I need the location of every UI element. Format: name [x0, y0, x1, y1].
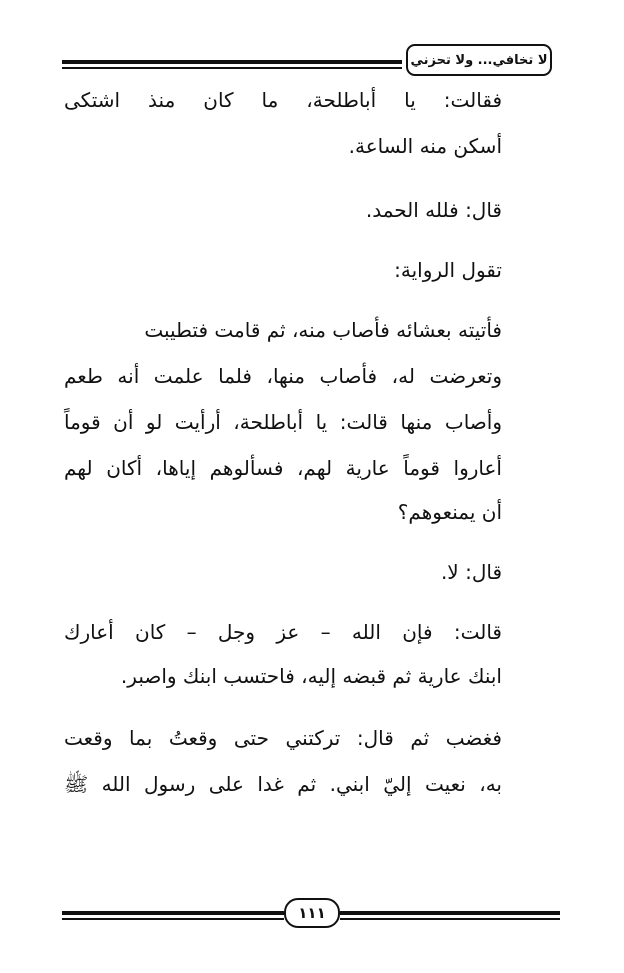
- text-line-2: أسكن منه الساعة.: [348, 134, 502, 158]
- text-line-8: أعاروا قوماً عارية لهم، فسألوهم إياها، أكان لهم: [64, 456, 502, 480]
- text-line-10: قال: لا.: [440, 560, 502, 584]
- header-rule-thick: [62, 60, 402, 64]
- page-number: ١١١: [284, 898, 340, 928]
- header-rule-thin: [62, 67, 402, 69]
- text-line-12: ابنك عارية ثم قبضه إليه، فاحتسب ابنك واصبر.: [120, 664, 502, 688]
- text-line-9: أن يمنعوهم؟: [397, 500, 502, 524]
- page-header: [62, 44, 552, 80]
- text-line-5: فأتيته بعشائه فأصاب منه، ثم قامت فتطيبت: [144, 318, 502, 342]
- text-line-6: وتعرضت له، فأصاب منها، فلما علمت أنه طعم: [64, 364, 502, 388]
- text-line-1: فقالت: يا أباطلحة، ما كان منذ اشتكى: [64, 88, 502, 112]
- footer-rule-left-thin: [62, 918, 284, 920]
- running-title: لا تخافي... ولا تحزني: [406, 44, 552, 76]
- footer-rule-left: [62, 911, 284, 915]
- footer-rule-right-thin: [340, 918, 560, 920]
- text-line-13: فغضب ثم قال: تركتني حتى وقعتُ بما وقعت: [64, 726, 502, 750]
- text-line-11: قالت: فإن الله – عز وجل – كان أعارك: [64, 620, 502, 644]
- text-line-4: تقول الرواية:: [394, 258, 502, 282]
- text-line-14: به، نعيت إليّ ابني. ثم غدا على رسول الله ﷺ: [64, 772, 502, 796]
- footer-rule-right: [340, 911, 560, 915]
- text-line-7: وأصاب منها قالت: يا أباطلحة، أرأيت لو أن قوماً: [64, 410, 502, 434]
- page-footer: [62, 898, 560, 932]
- text-line-3: قال: فلله الحمد.: [365, 198, 502, 222]
